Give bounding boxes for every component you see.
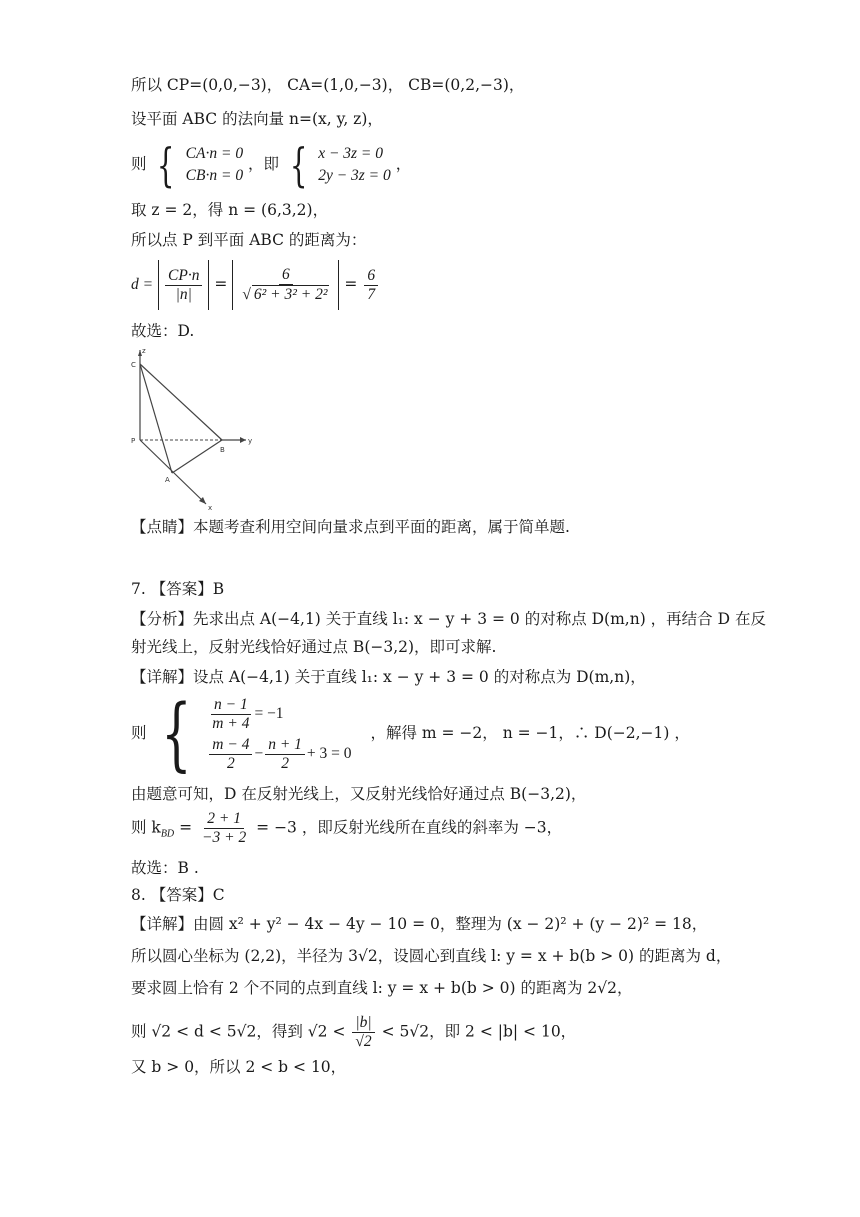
q7-system-line: 则 { $\frac{n - 1}{m + 4}$ = −1 $\frac{m - 4}{2}$ − $\frac{n + 1}{2}$ + 3 = 0 ，解得 m = −2， n = −1，∴ D(−2,−1) ， [131, 687, 690, 780]
q8-circle-line: 【详解】由圆 x² + y² − 4x − 4y − 10 = 0，整理为 (x − 2)² + (y − 2)² = 18， [131, 915, 708, 933]
vector-coordinates-line: 所以 CP=(0,0,−3)， CA=(1,0,−3)， CB=(0,2,−3)， [131, 76, 525, 94]
cb-edge [140, 364, 222, 440]
label-a: A [165, 476, 170, 484]
q8-conclusion-line: 又 b > 0，所以 2 < b < 10， [131, 1058, 347, 1076]
label-y: y [248, 437, 253, 445]
y-axis-arrow [240, 437, 246, 443]
label-x: x [208, 504, 213, 512]
choice-b-line: 故选：B . [131, 859, 199, 877]
q7-analysis-line-2: 射光线上，反射光线恰好通过点 B(−3,2)，即可求解. [131, 638, 497, 656]
q7-reflection-line: 由题意可知，D 在反射光线上，又反射光线恰好通过点 B(−3,2)， [131, 785, 587, 803]
equation-system-line: 则 { CA·n = 0 CB·n = 0 ，即 { x − 3z = 0 2y − 3z = 0 ， [131, 138, 412, 192]
remark-line: 【点睛】本题考查利用空间向量求点到平面的距离，属于简单题. [131, 518, 570, 536]
q8-center-line: 所以圆心坐标为 (2,2)，半径为 3√2，设圆心到直线 l: y = x + b(b > 0) 的距离为 d， [131, 947, 732, 965]
ab-edge [172, 440, 222, 473]
q7-slope-line: 则 $k_{BD}$ = $\frac{2 + 1}{-3 + 2}$ = −3 ，即反射光线所在直线的斜率为 −3， [131, 810, 563, 846]
q8-inequality-line: 则 √2 < d < 5√2，得到 √2 < $\frac{|b|}{√2}$ < 5√2，即 2 < |b| < 10， [131, 1014, 577, 1050]
label-c: C [131, 361, 136, 369]
q7-analysis-line-1: 【分析】先求出点 A(−4,1) 关于直线 l₁: x − y + 3 = 0 的对称点 D(m,n) ，再结合 D 在反 [131, 610, 766, 628]
distance-intro-line: 所以点 P 到平面 ABC 的距离为： [131, 231, 367, 249]
label-p: P [131, 437, 136, 445]
q8-requirement-line: 要求圆上恰有 2 个不同的点到直线 l: y = x + b(b > 0) 的距离为 2√2， [131, 979, 633, 997]
q8-answer-line: 8. 【答案】C [131, 886, 225, 904]
distance-formula-line: d = $\frac{CP\cdot n}{|n|}$ = $\frac{6}{\text{√ 6² + 3² + 2²}}$ = $\frac{6}{7}$ [131, 260, 380, 310]
q7-detail-line: 【详解】设点 A(−4,1) 关于直线 l₁: x − y + 3 = 0 的对称点为 D(m,n)， [131, 668, 646, 686]
q7-answer-line: 7. 【答案】B [131, 580, 225, 598]
label-b: B [220, 446, 225, 454]
take-z-line: 取 z = 2，得 n = (6,3,2)， [131, 201, 329, 219]
pyramid-figure [128, 346, 258, 512]
label-z: z [142, 347, 146, 355]
choice-d-line: 故选：D. [131, 322, 195, 340]
ca-edge [140, 364, 172, 473]
normal-vector-line: 设平面 ABC 的法向量 n=(x, y, z)， [131, 110, 383, 128]
